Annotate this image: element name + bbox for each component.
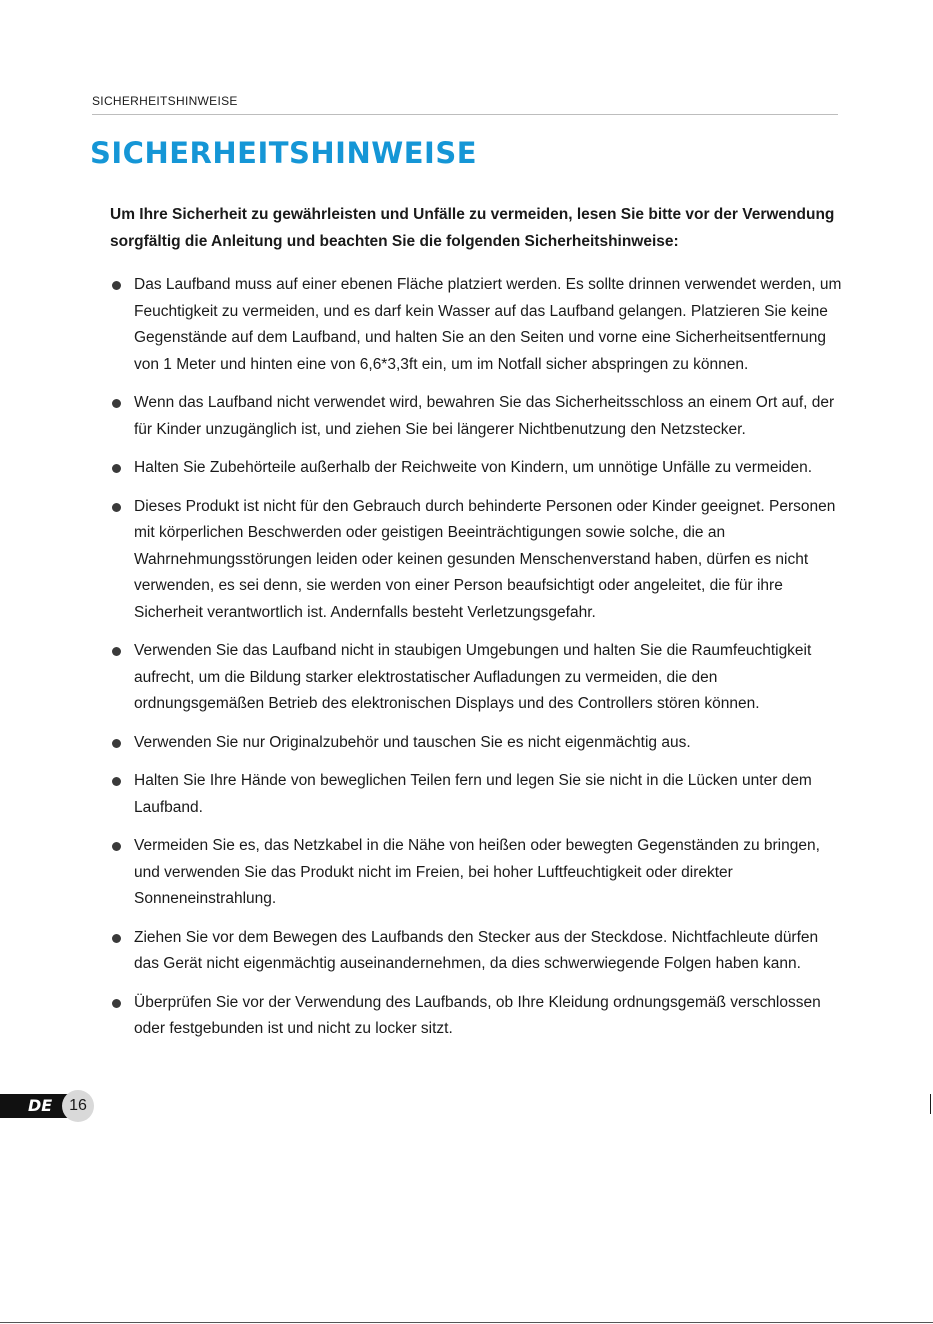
bullet-icon: [112, 464, 121, 473]
page-number: 16: [62, 1090, 94, 1122]
list-item: [110, 455, 845, 482]
page-title: SICHERHEITSHINWEISE: [90, 136, 478, 170]
bullet-icon: [112, 739, 121, 748]
crop-mark: [930, 1094, 931, 1114]
list-item-text: Halten Sie Zubehörteile außerhalb der Reichweite von Kindern, um unnötige Unfälle zu vermeiden.: [134, 459, 813, 476]
running-header: SICHERHEITSHINWEISE: [92, 94, 238, 108]
bullet-icon: [112, 647, 121, 656]
list-item-text: Vermeiden Sie es, das Netzkabel in die Nähe von heißen oder bewegten Gegenständen zu bringen, und verwenden Sie das Produkt nicht im Freien, bei hoher Luftfeuchtigkeit oder direkter Sonneneinstrahlung.: [134, 837, 820, 907]
list-item: [110, 494, 845, 627]
list-item-text: Halten Sie Ihre Hände von beweglichen Teilen fern und legen Sie sie nicht in die Lücken unter dem Laufband.: [134, 772, 812, 816]
safety-instructions-list: [110, 272, 845, 1055]
bullet-icon: [112, 503, 121, 512]
list-item: [110, 833, 845, 913]
list-item-text: Verwenden Sie nur Originalzubehör und tauschen Sie es nicht eigenmächtig aus.: [134, 733, 691, 751]
list-item: [110, 730, 845, 757]
list-item-text: Dieses Produkt ist nicht für den Gebrauch durch behinderte Personen oder Kinder geeignet. Personen mit körperlichen Beschwerden oder geistigen Beeinträchtigungen sowie solche, die an Wahrnehmungsstörungen leiden oder keinen gesunden Menschenverstand haben, dürfen es nicht verwenden, es sei denn, sie werden von einer Person beaufsichtigt oder angeleitet, die für ihre Sicherheit verantwortlich ist. Andernfalls besteht Verletzungsgefahr.: [134, 497, 836, 621]
bullet-icon: [112, 999, 121, 1008]
list-item: [110, 990, 845, 1043]
list-item: [110, 925, 845, 978]
bullet-icon: [112, 934, 121, 943]
list-item-text: Ziehen Sie vor dem Bewegen des Laufbands den Stecker aus der Steckdose. Nichtfachleute dürfen das Gerät nicht eigenmächtig auseinandernehmen, da dies schwerwiegende Folgen haben kann.: [134, 928, 819, 972]
list-item-text: Überprüfen Sie vor der Verwendung des Laufbands, ob Ihre Kleidung ordnungsgemäß verschlossen oder festgebunden ist und nicht zu locker sitzt.: [134, 993, 821, 1037]
bullet-icon: [112, 842, 121, 851]
list-item-text: Verwenden Sie das Laufband nicht in staubigen Umgebungen und halten Sie die Raumfeuchtigkeit aufrecht, um die Bildung starker elektrostatischer Aufladungen zu vermeiden, die den ordnungsgemäßen Betrieb des elektronischen Displays und des Controllers stören können.: [134, 642, 812, 712]
list-item-text: Das Laufband muss auf einer ebenen Fläche platziert werden. Es sollte drinnen verwendet werden, um Feuchtigkeit zu vermeiden, und es darf kein Wasser auf das Laufband gelangen. Platzieren Sie keine Gegenstände auf dem Laufband, und halten Sie an den Seiten und vorne eine Sicherheitsentfernung von 1 Meter und hinten eine von 6,6*3,3ft ein, um im Notfall sicher abspringen zu können.: [134, 276, 842, 373]
intro-paragraph: Um Ihre Sicherheit zu gewährleisten und Unfälle zu vermeiden, lesen Sie bitte vor der Verwendung sorgfältig die Anleitung und beachten Sie die folgenden Sicherheitshinweise:: [110, 206, 835, 250]
list-item: [110, 768, 845, 821]
language-tab: DE: [0, 1094, 70, 1118]
bottom-divider: [0, 1322, 933, 1323]
header-divider: [92, 114, 838, 115]
bullet-icon: [112, 281, 121, 290]
list-item: [110, 390, 845, 443]
bullet-icon: [112, 777, 121, 786]
list-item: [110, 272, 845, 378]
page-badge: [0, 1090, 98, 1122]
list-item: [110, 638, 845, 718]
bullet-icon: [112, 399, 121, 408]
list-item-text: Wenn das Laufband nicht verwendet wird, bewahren Sie das Sicherheitsschloss an einem Ort auf, der für Kinder unzugänglich ist, und ziehen Sie bei längerer Nichtbenutzung den Netzstecker.: [134, 394, 835, 438]
